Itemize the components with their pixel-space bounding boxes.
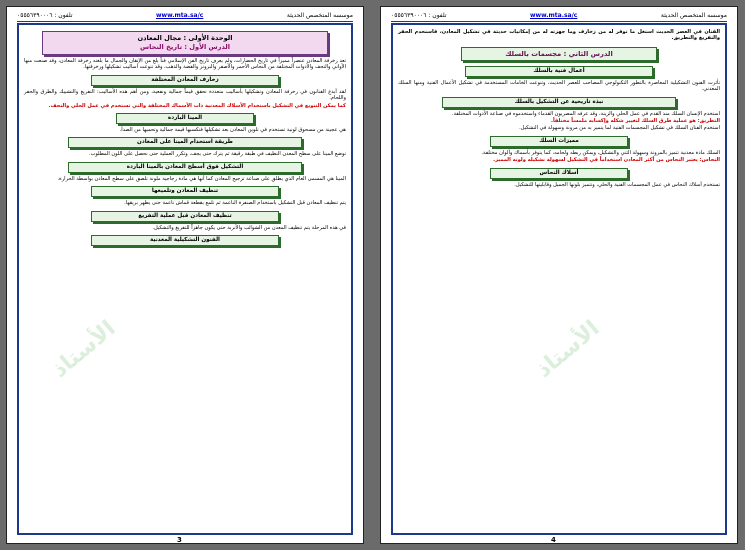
intro-paragraph: تعد زخرفة المعادن عنصراً مميزاً في تاريخ الحضارات، ولم يعرف تاريخ الفن الإسلامي فناً بلغ من الإتقان والجمال ما بلغته زخرفة المعادن، وقد صنعت منها الأواني والتحف والأدوات المختلفة من النحاس الأحمر والأصفر والبرونز والفضة والذهب، وقد تنوعت أساليب تشكيلها وزخرفتها. [24,58,346,71]
header-phone: تلفون : ٠٥٥٥٦٣٩٠٠٠٦ [391,12,447,19]
paragraph: يتم تنظيف المعادن قبل التشكيل باستخدام الصنفرة الناعمة ثم تلمع بقطعة قماش ناعمة حتى يظهر بريقها. [124,200,346,207]
right-page [380,6,738,544]
page-number: 4 [551,536,556,544]
section-heading: طريقة استخدام المينا على المعادن [68,137,302,148]
section-heading: مميزات السلك [490,136,627,147]
section-heading: نبذة تاريخية عن التشكيل بالسلك [442,97,676,108]
section-heading: أسلاك النحاس [490,168,627,179]
paragraph: كما يمكن التنويع في التشكيل باستخدام الأسلاك المعدنية ذات الأسماك المختلفة والتي تستخدم في عمل الحلي والتحف. [48,102,346,109]
paragraph: توضع المينا على سطح المعدن النظيف في طبقة رقيقة ثم يترك حتى يجف، وتكرر العملية حتى نحصل على اللون المطلوب. [88,151,346,158]
page-number: 3 [177,536,182,544]
paragraph: تأثرت الفنون التشكيلية المعاصرة بالتطور التكنولوجي المصاحب للعصر الحديث، وتنوعت الخامات المستخدمة في تشكيل الأعمال الفنية ومنها السلك المعدني. [398,79,720,93]
paragraph: استخدم الفنان السلك في تشكيل المجسمات الفنية لما يتميز به من مرونة وسهولة في التشكيل. [519,125,720,132]
paragraph: النحاس: يعتبر النحاس من أكثر المعادن استخداماً في التشكيل لسهولة تشكيله ولونه المميز. [493,157,720,164]
header-phone: تلفون : ٠٥٥٥٦٣٩٠٠٠٦ [17,12,73,19]
header-site-link[interactable]: www.mta.sa/c [156,12,204,19]
header-org: موسسه المتخصص الحديثة [660,12,727,19]
section-heading: تنظيف المعادن وتلميعها [91,186,280,197]
watermark-logo: الأستاذ [531,316,605,383]
section-heading: الفنون التشكيلية المعدنية [91,235,280,246]
right-page-frame [391,23,727,535]
lesson-title: الدرس الأول : تاريخ النحاس [140,43,230,51]
paragraph: هي عجينة من مسحوق لونية تستخدم في تلوين المعادن بعد تشكيلها فتكسبها قيمة جمالية وتحميها من الصدأ. [119,127,346,134]
page-header [391,11,727,22]
section-heading: زخارف المعادن المختلفة [91,75,280,86]
header-site-link[interactable]: www.mta.sa/c [530,12,578,19]
section-heading: التشكيل فوق أسطح المعادن بالمينا الباردة [68,162,302,173]
unit-title-box [42,31,327,55]
paragraph: المينا هي المسمى العام الذي يطلق على صناعة تزجيج المعادن كما أنها هي مادة زجاجية ملونة تلصق على سطح المعادن بواسطة الحرارة. [57,175,346,182]
page-header [17,11,353,22]
paragraph: لقد أبدع الفنانون في زخرفة المعادن وتشكيلها بأساليب متعددة تحقق قيماً جمالية ونفعية، ومن أهم هذه الأساليب: التفريغ والتشبيك والطرق والحفر واللحام. [24,88,346,102]
left-page-frame [17,23,353,535]
section-heading: المينا الباردة [116,113,253,124]
section-heading: تنظيف المعادن قبل عملية التفريغ [91,211,280,222]
watermark-logo: الأستاذ [47,316,121,383]
paragraph: في هذه المرحلة يتم تنظيف المعدن من الشوائب والأتربة حتى يكون جاهزاً للتفريغ والتشكيل. [152,224,346,231]
paragraph: تستخدم أسلاك النحاس في عمل المجسمات الفنية والحلي، وتتميز بلونها الجميل وقابليتها للتشكيل. [514,181,720,188]
lesson-title-box: الدرس الثاني : مجسمات بالسلك [461,47,656,61]
left-page [6,6,364,544]
top-paragraph: الفنان في العصر الحديث استغل ما توفر له من زخارف وما جهزته له من إمكانيات حديثة في تشكيل المعادن، فاستخدم الحفر والتفريغ والتطريق. [398,29,720,42]
header-org: موسسه المتخصص الحديثة [286,12,353,19]
unit-title: الوحدة الأولى : مجال المعادن [137,34,233,42]
paragraph: التطريق: هو عملية طرق السلك لتغيير شكله وإكسابه ملمساً مختلفاً. [551,118,720,125]
paragraph: السلك مادة معدنية تتميز بالمرونة وسهولة الثني والتشكيل، ويمكن ربطه ولحامه، كما يتوفر بأسماك وألوان مختلفة. [481,149,720,156]
section-heading: أعمال فنية بالسلك [465,66,654,77]
paragraph: استخدم الإنسان السلك منذ القدم في عمل الحلي والزينة، وقد عرفه المصريون القدماء واستخدموه في صناعة الأدوات المختلفة. [451,110,720,117]
